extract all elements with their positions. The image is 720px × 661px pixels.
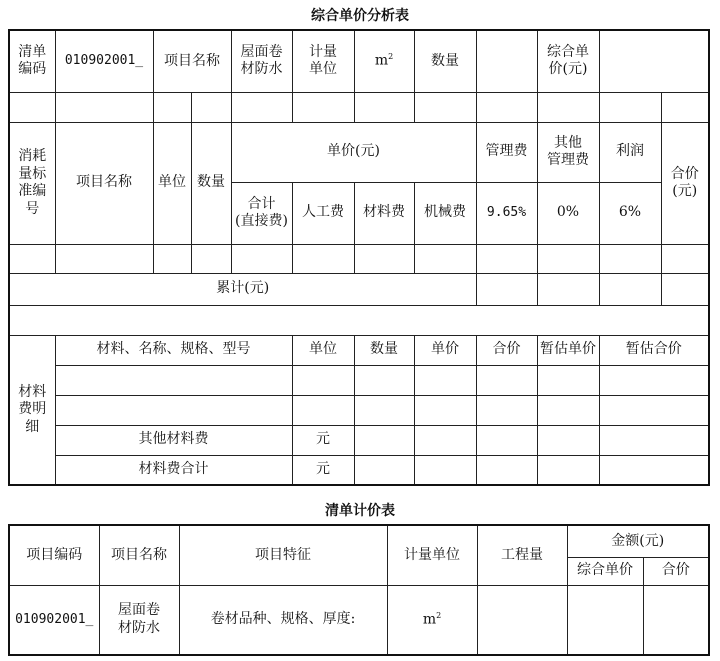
bill-data-row [9, 585, 709, 655]
bill-table [8, 524, 710, 656]
item-code-label: 项目编码 [9, 525, 99, 585]
item-feature-label: 项目特征 [179, 525, 387, 585]
composite-price-value [599, 30, 709, 92]
bill-row-code: 010902001_ [9, 585, 99, 655]
bill-row-unit: $m^2$ [387, 585, 477, 655]
qty-value [476, 30, 537, 92]
quota-no-label: 消耗 量标 准编 号 [9, 122, 55, 244]
other-material-row [9, 425, 709, 455]
unit-value: $m^2$ [354, 30, 414, 92]
total-price-yuan: 合价 (元) [661, 122, 709, 244]
composite-price-label: 综合单 价(元) [537, 30, 599, 92]
management-fee: 管理费 [476, 122, 537, 182]
analysis-table-title: 综合单价分析表 [311, 8, 409, 24]
bill-unit-label: 计量单位 [387, 525, 477, 585]
qty-label: 数量 [414, 30, 476, 92]
mat-total: 合价 [476, 335, 537, 365]
quota-header-row [9, 122, 709, 182]
profit: 利润 [599, 122, 661, 182]
machine-cost: 机械费 [414, 182, 476, 244]
subtotal-direct: 合计 (直接费) [231, 182, 292, 244]
material-fee-total: 材料费合计 [55, 455, 292, 485]
mat-name-spec: 材料、名称、规格、型号 [55, 335, 292, 365]
material-cost: 材料费 [354, 182, 414, 244]
col-unit: 单位 [153, 122, 191, 244]
mat-qty: 数量 [354, 335, 414, 365]
item-name-value: 屋面卷 材防水 [231, 30, 292, 92]
mgmt-rate: 9.65% [476, 182, 537, 244]
analysis-header-row [9, 30, 709, 92]
item-name-label: 项目名称 [153, 30, 231, 92]
unit-price-header: 单价(元) [231, 122, 476, 182]
col-qty: 数量 [191, 122, 231, 244]
bill-row-feature: 卷材品种、规格、厚度: [179, 585, 387, 655]
other-material-fee: 其他材料费 [55, 425, 292, 455]
material-row [9, 395, 709, 425]
amount-label: 金额(元) [567, 525, 709, 557]
other-rate: 0% [537, 182, 599, 244]
analysis-table [8, 29, 710, 486]
empty-row [9, 92, 709, 122]
code-label: 清单 编码 [9, 30, 55, 92]
other-material-unit: 元 [292, 425, 354, 455]
labor-cost: 人工费 [292, 182, 354, 244]
bill-item-name-label: 项目名称 [99, 525, 179, 585]
quantity-label: 工程量 [477, 525, 567, 585]
material-header-row [9, 335, 709, 365]
cumulative-label: 累计(元) [9, 273, 476, 305]
other-mgmt-fee: 其他 管理费 [537, 122, 599, 182]
mat-unit: 单位 [292, 335, 354, 365]
profit-rate: 6% [599, 182, 661, 244]
material-detail-label: 材料 费明 细 [9, 335, 55, 485]
bill-header-row [9, 525, 709, 557]
material-total-row [9, 455, 709, 485]
bill-table-title: 清单计价表 [325, 503, 395, 519]
mat-est-total: 暂估合价 [599, 335, 709, 365]
composite-unit-price: 综合单价 [567, 557, 643, 585]
cumulative-row [9, 273, 709, 305]
total-price: 合价 [643, 557, 709, 585]
material-fee-total-unit: 元 [292, 455, 354, 485]
col-item-name: 项目名称 [55, 122, 153, 244]
material-row [9, 365, 709, 395]
mat-unit-price: 单价 [414, 335, 476, 365]
unit-label: 计量 单位 [292, 30, 354, 92]
mat-est-unit-price: 暂估单价 [537, 335, 599, 365]
bill-row-name: 屋面卷 材防水 [99, 585, 179, 655]
empty-row [9, 305, 709, 335]
empty-row [9, 244, 709, 273]
code-value: 010902001_ [55, 30, 153, 92]
